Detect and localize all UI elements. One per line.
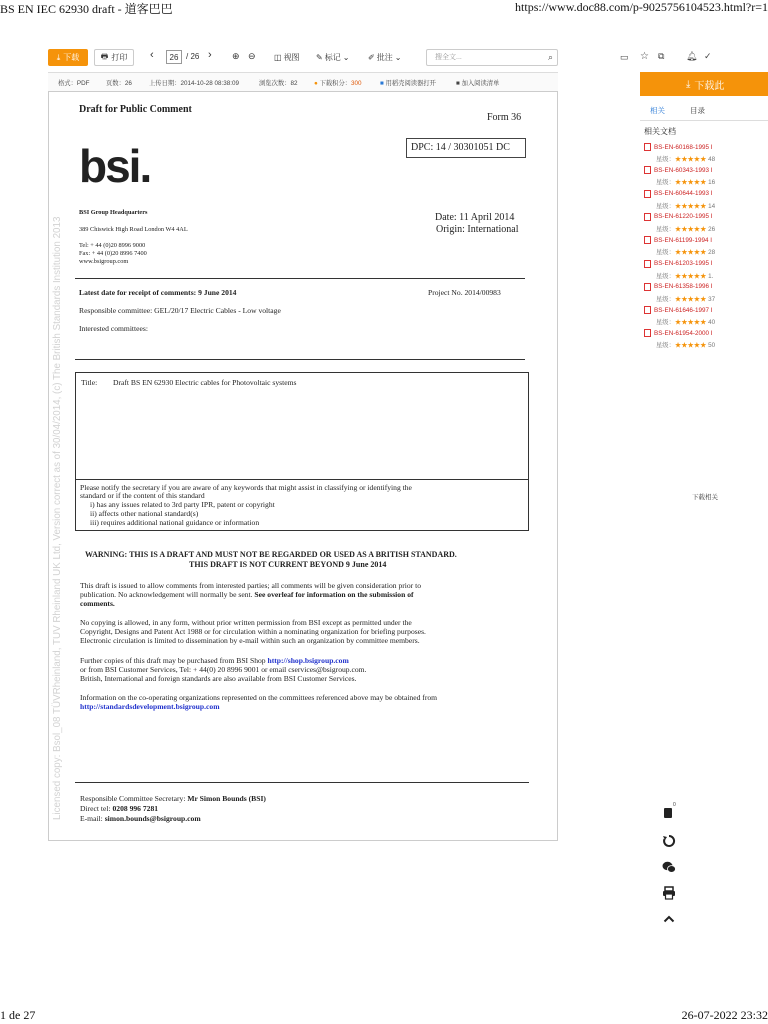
related-item-title[interactable]: BS-EN-60168-1995 I <box>654 143 713 151</box>
view-button[interactable] <box>274 52 300 63</box>
license-watermark: Licensed copy: Bsol_08 TÜVRheinland, TUV Rheinland UK Ltd, Version correct as of 30/04/2014, (c) The British Standards Institution 2013 <box>52 216 63 820</box>
print-button[interactable] <box>94 49 134 66</box>
direct-tel: 0208 996 7281 <box>112 804 159 813</box>
open-reader-link[interactable] <box>380 78 436 87</box>
related-item[interactable] <box>644 306 768 326</box>
document-info-bar <box>48 72 558 92</box>
list-icon: ■ <box>456 80 460 87</box>
star-rating-icon: ★★★★★ <box>674 225 707 233</box>
coin-icon: ● <box>314 80 318 87</box>
info-points-value: 300 <box>351 80 362 87</box>
pdf-icon <box>644 329 651 337</box>
chevron-down-icon: ⌄ <box>394 53 402 62</box>
print-header-title: BS EN IEC 62930 draft - 道客巴巴 <box>0 2 173 16</box>
mark-button-label: 标记 <box>324 53 341 62</box>
p2-line1: No copying is allowed, in any form, without prior written permission from BSI except as permitted under the <box>80 618 412 627</box>
check-circle-icon[interactable]: ✓ <box>704 51 712 61</box>
related-item[interactable] <box>644 213 768 233</box>
related-item-title-row[interactable] <box>644 213 768 221</box>
hq-title: BSI Group Headquarters <box>79 209 148 216</box>
back-to-top-button[interactable] <box>662 912 676 926</box>
related-item-count: 37 <box>708 295 716 303</box>
email-label: E-mail: <box>80 814 103 823</box>
pdf-icon <box>644 283 651 291</box>
zoom-in-icon: ⊕ <box>232 51 240 61</box>
download-button[interactable] <box>48 49 88 66</box>
star-rating-icon: ★★★★★ <box>674 272 707 280</box>
tab-toc[interactable]: 目录 <box>690 106 705 115</box>
side-download-button[interactable] <box>640 72 768 96</box>
download-icon: ⤓ <box>686 78 691 90</box>
related-item-title-row[interactable] <box>644 329 768 337</box>
star-rating-icon: ★★★★★ <box>674 342 707 350</box>
related-item-count: 50 <box>708 342 716 350</box>
bsi-shop-link[interactable]: http://shop.bsigroup.com <box>267 656 349 665</box>
download-related-label[interactable]: 下载相关 <box>692 494 718 501</box>
stars-label: 星级： <box>656 272 675 280</box>
mark-button[interactable] <box>316 52 349 63</box>
chevron-left-icon: ‹ <box>150 49 154 61</box>
related-item-rating <box>656 201 768 210</box>
info-points-label: 下载积分： <box>319 80 352 87</box>
wechat-button[interactable] <box>662 860 676 874</box>
chevron-up-icon <box>662 912 676 926</box>
project-number: Project No. 2014/00983 <box>428 288 501 297</box>
secretary-line <box>80 794 266 803</box>
related-item-title[interactable]: BS-EN-61203-1995 I <box>654 260 713 267</box>
star-rating-icon: ★★★★★ <box>674 295 707 303</box>
doc-date: Date: 11 April 2014 <box>435 212 515 223</box>
email-line <box>80 814 201 823</box>
secretary-label: Responsible Committee Secretary: <box>80 794 186 803</box>
download-icon: ⤓ <box>56 52 61 62</box>
related-item-rating <box>656 294 768 303</box>
notify-item-iii: iii) requires additional national guidance or information <box>90 518 260 527</box>
related-item-rating <box>656 247 768 256</box>
title-label: Title: <box>81 378 98 387</box>
pdf-icon <box>644 190 651 198</box>
secretary-divider <box>75 782 529 783</box>
star-rating-icon: ★★★★★ <box>674 249 707 257</box>
related-item[interactable] <box>644 283 768 303</box>
prev-page-button[interactable] <box>150 49 154 61</box>
open-reader-label: 用稻壳阅读器打开 <box>385 80 436 87</box>
related-item[interactable] <box>644 236 768 256</box>
download-button-label: 下载 <box>63 53 80 62</box>
refresh-icon <box>662 834 676 848</box>
tab-related[interactable]: 相关 <box>650 106 665 115</box>
stars-label: 星级： <box>656 249 675 257</box>
star-rating-icon: ★★★★★ <box>674 179 707 187</box>
p3-line1 <box>80 656 349 665</box>
responsible-committee: Responsible committee: GEL/20/17 Electric Cables - Low voltage <box>79 306 281 315</box>
document-toolbar <box>48 48 558 68</box>
p4-line1: Information on the co-operating organizations represented on the committees referenced above may be obtained from <box>80 693 438 702</box>
printer-icon <box>662 886 676 900</box>
related-item-count: 48 <box>708 156 716 163</box>
document-page <box>48 91 558 841</box>
notify-item-ii: ii) affects other national standard(s) <box>90 509 199 518</box>
doc-origin: Origin: International <box>436 224 519 235</box>
p3-line3: British, International and foreign standards are also available from BSI Customer Services. <box>80 674 357 683</box>
info-format: 格式：PDF <box>58 80 90 87</box>
print-footer-datetime: 26-07-2022 23:32 <box>681 1008 768 1022</box>
star-rating-icon: ★★★★★ <box>674 156 707 163</box>
related-item-title-row[interactable] <box>644 143 768 151</box>
stars-label: 星级： <box>656 225 675 233</box>
notify-line1: Please notify the secretary if you are aware of any keywords that might assist in classifying or identifying the <box>80 483 412 492</box>
warning-line2: THIS DRAFT IS NOT CURRENT BEYOND 9 June 2014 <box>189 560 387 569</box>
zoom-out-icon: ⊖ <box>248 51 256 61</box>
warning-line1: WARNING: THIS IS A DRAFT AND MUST NOT BE REGARDED OR USED AS A BRITISH STANDARD. <box>85 550 457 559</box>
info-points <box>314 78 362 87</box>
reader-icon: ■ <box>380 80 384 87</box>
refresh-button[interactable] <box>662 834 676 848</box>
stars-label: 星级： <box>656 319 675 327</box>
p3-line1a: Further copies of this draft may be purchased from BSI Shop <box>80 656 266 665</box>
star-icon[interactable]: ☆ <box>640 51 649 62</box>
page-number-input[interactable]: 26 <box>166 50 182 64</box>
notify-item-i: i) has any issues related to 3rd party IPR, patent or copyright <box>90 500 275 509</box>
related-item-title-row[interactable] <box>644 236 768 244</box>
next-page-button[interactable] <box>208 49 212 61</box>
standards-development-link[interactable]: http://standardsdevelopment.bsigroup.com <box>80 702 220 711</box>
related-item-rating <box>656 340 768 349</box>
related-item-title[interactable]: BS-EN-61646-1997 I <box>654 306 713 314</box>
pdf-icon <box>644 260 651 268</box>
print-header-url: https://www.doc88.com/p-9025756104523.html?r=1 <box>515 0 768 14</box>
hq-fax: Fax: + 44 (0)20 8996 7400 <box>79 250 147 257</box>
related-item-count: 26 <box>708 225 716 233</box>
wechat-icon <box>662 860 676 874</box>
bell-icon[interactable]: 🔔︎ <box>686 51 698 61</box>
search-icon[interactable]: ⌕ <box>547 52 553 62</box>
info-upload-date: 上传日期：2014-10-28 08:38:09 <box>149 80 239 87</box>
related-item-rating <box>656 224 768 233</box>
notify-line2: standard or if the content of this standard <box>80 491 205 500</box>
related-item-title-row[interactable] <box>644 260 768 268</box>
search-placeholder: 搜全文... <box>435 54 462 61</box>
stars-label: 星级： <box>656 202 675 210</box>
side-tabs <box>640 100 768 121</box>
stars-label: 星级： <box>656 179 675 187</box>
related-item-rating <box>656 317 768 326</box>
p1-line1: This draft is issued to allow comments from interested parties; all comments will be given consideration prior to <box>80 581 422 590</box>
related-item-title[interactable]: BS-EN-61199-1994 I <box>654 236 712 244</box>
view-icon: ◫ <box>274 53 282 62</box>
draft-heading: Draft for Public Comment <box>79 104 192 115</box>
related-heading: 相关文档 <box>644 127 676 136</box>
hq-tel: Tel: + 44 (0)20 8996 9000 <box>79 242 146 249</box>
info-views: 浏览次数：82 <box>259 80 298 87</box>
related-item-rating <box>656 154 768 163</box>
add-reading-list-link[interactable] <box>456 78 499 87</box>
save-icon[interactable]: ▭ <box>620 52 629 62</box>
related-item[interactable] <box>644 260 768 280</box>
related-item-count: 14 <box>708 202 716 210</box>
related-item-title-row[interactable] <box>644 306 768 314</box>
related-item[interactable] <box>644 143 768 163</box>
secretary-name: Mr Simon Bounds (BSI) <box>187 794 266 803</box>
related-item-title[interactable]: BS-EN-60343-1993 I <box>654 166 713 174</box>
related-item-title[interactable]: BS-EN-61954-2000 I <box>654 329 713 337</box>
p1-line2b: See overleaf for information on the submission of <box>254 590 414 599</box>
info-pages: 页数：26 <box>106 80 132 87</box>
cart-count: 0 <box>673 802 676 808</box>
pdf-icon <box>644 213 651 221</box>
stars-label: 星级： <box>656 342 675 350</box>
p2-line2: Copyright, Designs and Patent Act 1988 or for circulation within a nominating organization for briefing purposes. <box>80 627 426 636</box>
hq-address: 389 Chiswick High Road London W4 4AL <box>79 226 188 233</box>
stars-label: 星级： <box>656 295 675 303</box>
related-item-count: 16 <box>708 179 716 187</box>
direct-tel-line <box>80 804 158 813</box>
related-item-rating <box>656 271 768 280</box>
related-item-title[interactable]: BS-EN-61220-1995 I <box>654 213 713 221</box>
related-item-title-row[interactable] <box>644 283 768 291</box>
mark-icon: ✎ <box>316 53 323 62</box>
related-item-title[interactable]: BS-EN-60644-1993 I <box>654 190 713 198</box>
related-item-count: 1. <box>708 272 714 280</box>
hq-web: www.bsigroup.com <box>79 258 129 265</box>
clipboard-icon <box>662 806 676 820</box>
pdf-icon <box>644 143 651 151</box>
cart-button[interactable] <box>662 802 676 820</box>
pdf-icon <box>644 236 651 244</box>
side-download-label: 下载此 <box>694 80 725 92</box>
print-float-button[interactable] <box>662 886 676 900</box>
bsi-logo <box>79 140 150 192</box>
related-item[interactable] <box>644 329 768 349</box>
star-rating-icon: ★★★★★ <box>674 202 707 210</box>
related-item-title[interactable]: BS-EN-61358-1996 I <box>654 283 713 291</box>
related-item-title-row[interactable] <box>644 166 768 174</box>
pdf-icon <box>644 166 651 174</box>
fulltext-search-input[interactable] <box>426 49 558 66</box>
p1-line3: comments. <box>80 599 115 608</box>
related-item-count: 28 <box>708 249 716 257</box>
chevron-right-icon: › <box>208 49 212 61</box>
interested-committees: Interested committees: <box>79 324 148 333</box>
print-footer-page: 1 de 27 <box>0 1008 36 1022</box>
printer-icon: 🖶 <box>100 51 109 61</box>
p1-line2a: publication. No acknowledgement will normally be sent. <box>80 590 253 599</box>
add-reading-list-label: 加入阅读清单 <box>461 80 500 87</box>
related-item-title-row[interactable] <box>644 190 768 198</box>
view-button-label: 视图 <box>283 53 300 62</box>
zoom-in-button[interactable] <box>232 51 240 62</box>
chevron-down-icon: ⌄ <box>342 53 350 62</box>
email: simon.bounds@bsigroup.com <box>104 814 201 823</box>
latest-date: Latest date for receipt of comments: 9 June 2014 <box>79 288 237 297</box>
p2-line3: Electronic circulation is limited to dissemination by e-mail within such an organization by committee members. <box>80 636 420 645</box>
pencil-icon: ✐ <box>368 53 375 62</box>
page-total: / 26 <box>186 52 200 61</box>
direct-tel-label: Direct tel: <box>80 804 111 813</box>
related-item-count: 40 <box>708 319 716 327</box>
title-value: Draft BS EN 62930 Electric cables for Photovoltaic systems <box>113 378 297 387</box>
annotate-button[interactable] <box>368 52 401 63</box>
stars-label: 星级： <box>656 156 675 163</box>
bsi-logo-text: bsi. <box>79 140 151 192</box>
share-icon[interactable]: ⧉ <box>658 51 665 61</box>
related-item[interactable] <box>644 190 768 210</box>
print-button-label: 打印 <box>111 53 128 62</box>
title-box <box>75 372 529 480</box>
star-rating-icon: ★★★★★ <box>674 319 707 327</box>
pdf-icon <box>644 306 651 314</box>
zoom-out-button[interactable] <box>248 51 256 62</box>
related-item[interactable] <box>644 166 768 186</box>
related-item-rating <box>656 177 768 186</box>
p3-line2: or from BSI Customer Services, Tel: + 44(0) 20 8996 9001 or email cservices@bsigroup.com. <box>80 665 367 674</box>
p1-line2 <box>80 590 414 599</box>
form-number: Form 36 <box>487 112 522 123</box>
dpc-box: DPC: 14 / 30301051 DC <box>406 138 526 158</box>
annotate-button-label: 批注 <box>376 53 393 62</box>
